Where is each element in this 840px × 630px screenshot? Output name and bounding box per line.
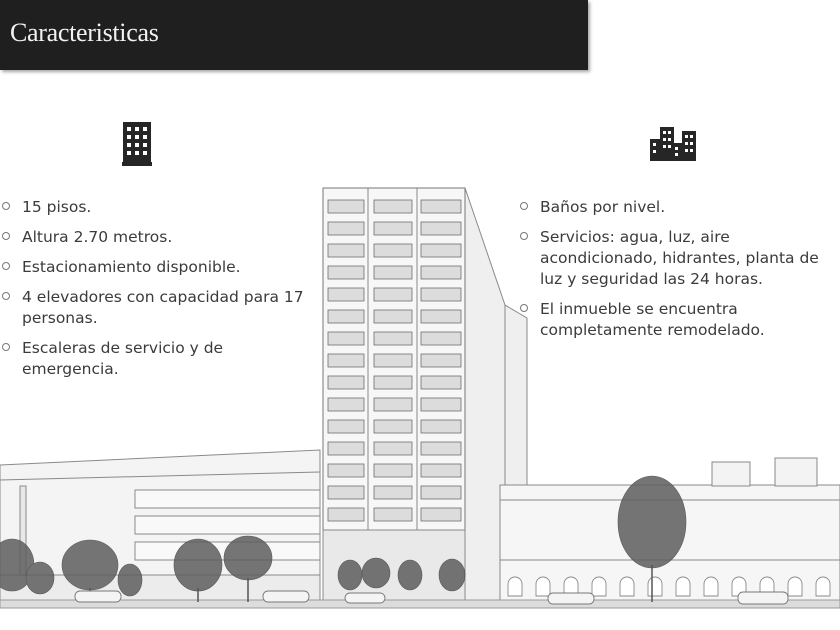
window: [328, 398, 364, 411]
window: [374, 442, 412, 455]
window: [421, 222, 461, 235]
window: [421, 266, 461, 279]
window: [328, 266, 364, 279]
window: [421, 376, 461, 389]
window: [328, 310, 364, 323]
list-item: 4 elevadores con capacidad para 17 personas.: [2, 287, 312, 329]
arched-window: [816, 577, 830, 596]
bullet-icon: [520, 202, 528, 210]
left-feature-list: [2, 197, 322, 389]
window: [374, 508, 412, 521]
window: [328, 354, 364, 367]
window: [421, 244, 461, 257]
window: [374, 398, 412, 411]
window: [374, 222, 412, 235]
window: [328, 288, 364, 301]
arched-window: [788, 577, 802, 596]
arched-window: [704, 577, 718, 596]
list-item: Servicios: agua, luz, aire acondicionado, hidrantes, planta de luz y seguridad las 24 horas.: [520, 227, 820, 290]
window: [421, 398, 461, 411]
arched-window: [508, 577, 522, 596]
bullet-icon: [520, 232, 528, 240]
arched-window: [676, 577, 690, 596]
window: [374, 200, 412, 213]
window: [328, 420, 364, 433]
window: [374, 266, 412, 279]
window: [328, 486, 364, 499]
window: [421, 200, 461, 213]
list-item: El inmueble se encuentra completamente remodelado.: [520, 299, 780, 341]
window: [421, 420, 461, 433]
window: [328, 376, 364, 389]
list-item: Escaleras de servicio y de emergencia.: [2, 338, 237, 380]
window: [328, 464, 364, 477]
window: [374, 310, 412, 323]
list-item: Baños por nivel.: [520, 197, 820, 218]
arched-window: [620, 577, 634, 596]
window: [421, 442, 461, 455]
window: [374, 464, 412, 477]
window: [374, 486, 412, 499]
arched-window: [536, 577, 550, 596]
page-title: Caracteristicas: [10, 18, 159, 47]
window: [374, 244, 412, 257]
window: [421, 354, 461, 367]
list-item: 15 pisos.: [2, 197, 322, 218]
window: [421, 288, 461, 301]
list-item: Estacionamiento disponible.: [2, 257, 322, 278]
window: [421, 464, 461, 477]
window: [421, 508, 461, 521]
arched-window: [592, 577, 606, 596]
city-buildings-icon: [650, 125, 696, 165]
arched-window: [648, 577, 662, 596]
window: [328, 222, 364, 235]
window: [328, 442, 364, 455]
window: [374, 354, 412, 367]
list-item: Altura 2.70 metros.: [2, 227, 322, 248]
right-feature-list: [520, 197, 820, 350]
window: [374, 288, 412, 301]
window: [328, 244, 364, 257]
window: [374, 420, 412, 433]
window: [374, 376, 412, 389]
bullet-icon: [520, 304, 528, 312]
window: [421, 486, 461, 499]
window: [328, 508, 364, 521]
window: [328, 200, 364, 213]
office-building-icon: [122, 120, 152, 170]
bullet-icon: [2, 232, 10, 240]
bullet-icon: [2, 343, 10, 351]
title-bar: [0, 0, 588, 70]
window: [421, 332, 461, 345]
window: [421, 310, 461, 323]
bullet-icon: [2, 262, 10, 270]
bullet-icon: [2, 202, 10, 210]
bullet-icon: [2, 292, 10, 300]
window: [374, 332, 412, 345]
window: [328, 332, 364, 345]
